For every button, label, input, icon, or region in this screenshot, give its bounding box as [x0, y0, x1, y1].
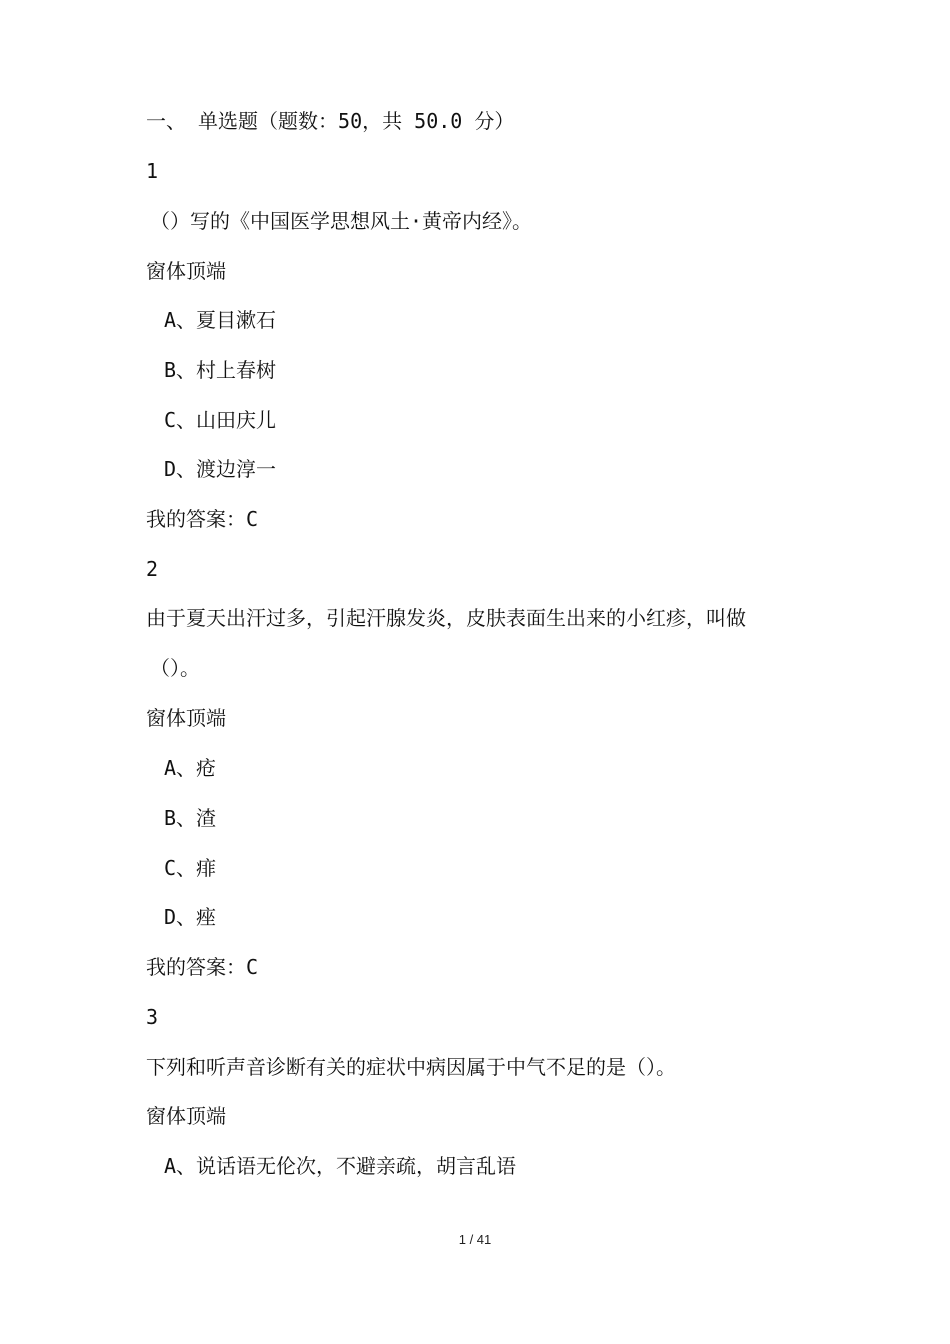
- option-a[interactable]: A、夏目漱石: [164, 308, 277, 332]
- option-c[interactable]: C、山田庆儿: [164, 408, 277, 432]
- question-stem: 下列和听声音诊断有关的症状中病因属于中气不足的是（）。: [146, 1055, 676, 1079]
- form-top-label: 窗体顶端: [146, 706, 226, 730]
- option-c[interactable]: C、痱: [164, 856, 217, 880]
- option-a[interactable]: A、说话语无伦次，不避亲疏，胡言乱语: [164, 1154, 517, 1178]
- option-d[interactable]: D、痤: [164, 905, 217, 929]
- question-stem: 由于夏天出汗过多，引起汗腺发炎，皮肤表面生出来的小红疹，叫做: [146, 606, 746, 630]
- option-d[interactable]: D、渡边淳一: [164, 457, 277, 481]
- question-stem-continued: （）。: [150, 656, 200, 680]
- option-b[interactable]: B、村上春树: [164, 358, 277, 382]
- question-number: 3: [146, 1005, 159, 1029]
- section-title: 一、 单选题（题数：50，共 50.0 分）: [146, 109, 515, 133]
- my-answer: 我的答案：C: [146, 955, 259, 979]
- question-number: 2: [146, 557, 159, 581]
- option-a[interactable]: A、疮: [164, 756, 217, 780]
- my-answer: 我的答案：C: [146, 507, 259, 531]
- question-number: 1: [146, 159, 159, 183]
- form-top-label: 窗体顶端: [146, 259, 226, 283]
- option-b[interactable]: B、渣: [164, 806, 217, 830]
- question-stem: （）写的《中国医学思想风土·黄帝内经》。: [150, 209, 533, 233]
- form-top-label: 窗体顶端: [146, 1104, 226, 1128]
- page-indicator: 1 / 41: [458, 1232, 492, 1247]
